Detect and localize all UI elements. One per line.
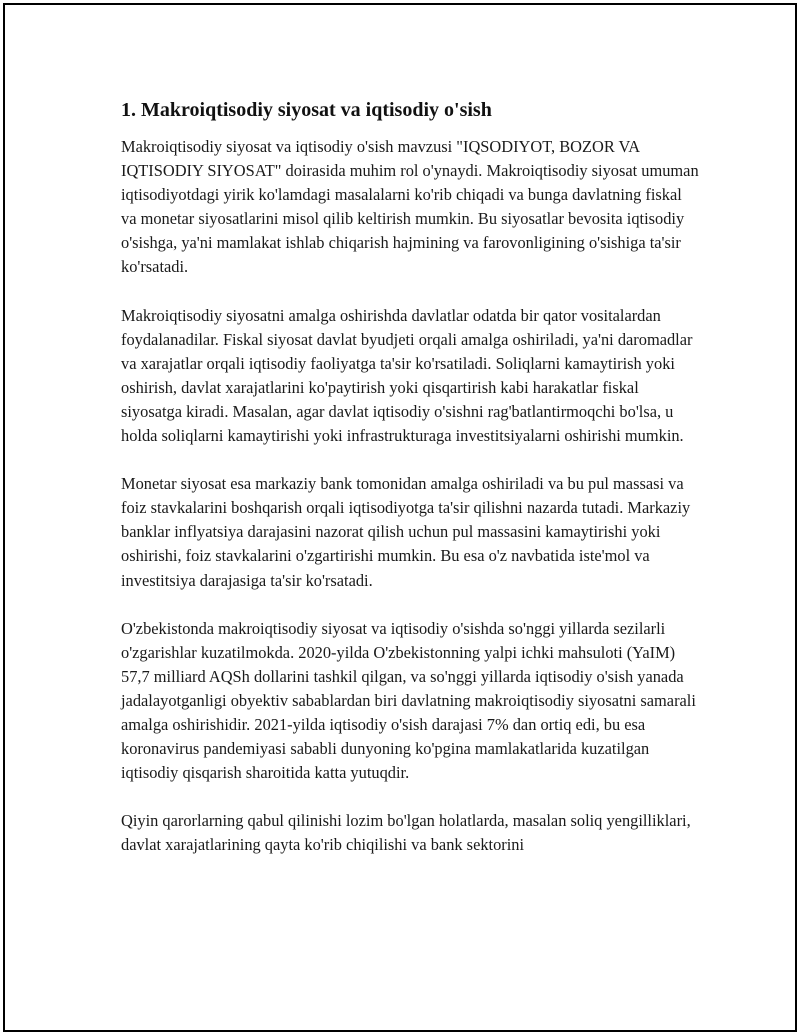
document-body: [121, 97, 701, 881]
section-heading: 1. Makroiqtisodiy siyosat va iqtisodiy o'sish: [121, 99, 492, 121]
paragraph-5: Qiyin qarorlarning qabul qilinishi lozim bo'lgan holatlarda, masalan soliq yengilliklari, davlat xarajatlarining qayta ko'rib chiqilishi va bank sektorini: [121, 811, 691, 855]
paragraph-3: Monetar siyosat esa markaziy bank tomonidan amalga oshiriladi va bu pul massasi va foiz stavkalarini boshqarish orqali iqtisodiyotga ta'sir qilishni nazarda tutadi. Markaziy banklar inflyatsiya darajasini nazorat qilish uchun pul massasini kamaytirishi yoki oshirishi, foiz stavkalarini o'zgartirishi mumkin. Bu esa o'z navbatida iste'mol va investitsiya darajasiga ta'sir ko'rsatadi.: [121, 474, 691, 590]
paragraph-2: Makroiqtisodiy siyosatni amalga oshirishda davlatlar odatda bir qator vositalardan foydalanadilar. Fiskal siyosat davlat byudjeti orqali amalga oshiriladi, ya'ni daromadlar va xarajatlar orqali iqtisodiy faoliyatga ta'sir ko'rsatiladi. Soliqlarni kamaytirish yoki oshirish, davlat xarajatlarini ko'paytirish yoki qisqartirish kabi harakatlar fiskal siyosatga kiradi. Masalan, agar davlat iqtisodiy o'sishni rag'batlantirmoqchi bo'lsa, u holda soliqlarni kamaytirishi yoki infrastrukturaga investitsiyalarni oshirishi mumkin.: [121, 305, 693, 446]
paragraph-4: O'zbekistonda makroiqtisodiy siyosat va iqtisodiy o'sishda so'nggi yillarda sezilarli o'zgarishlar kuzatilmokda. 2020-yilda O'zbekistonning yalpi ichki mahsuloti (YaIM) 57,7 milliard AQSh dollarini tashkil qilgan, va so'nggi yillarda iqtisodiy o'sish yanada jadalayotganligi obyektiv sabablardan biri davlatning makroiqtisodiy siyosatni samarali amalga oshirishidir. 2021-yilda iqtisodiy o'sish darajasi 7% dan ortiq edi, bu esa koronavirus pandemiyasi sababli dunyoning ko'pgina mamlakatlarida kuzatilgan iqtisodiy qisqarish sharoitida katta yutuqdir.: [121, 618, 696, 783]
page-frame: [3, 3, 797, 1032]
paragraph-1: Makroiqtisodiy siyosat va iqtisodiy o'sish mavzusi "IQSODIYOT, BOZOR VA IQTISODIY SIYOSAT" doirasida muhim rol o'ynaydi. Makroiqtisodiy siyosat umuman iqtisodiyotdagi yirik ko'lamdagi masalalarni ko'rib chiqadi va bunga davlatning fiskal va monetar siyosatlarini misol qilib keltirish mumkin. Bu siyosatlar bevosita iqtisodiy o'sishga, ya'ni mamlakat ishlab chiqarish hajmining va farovonligining o'sishiga ta'sir ko'rsatadi.: [121, 137, 699, 277]
